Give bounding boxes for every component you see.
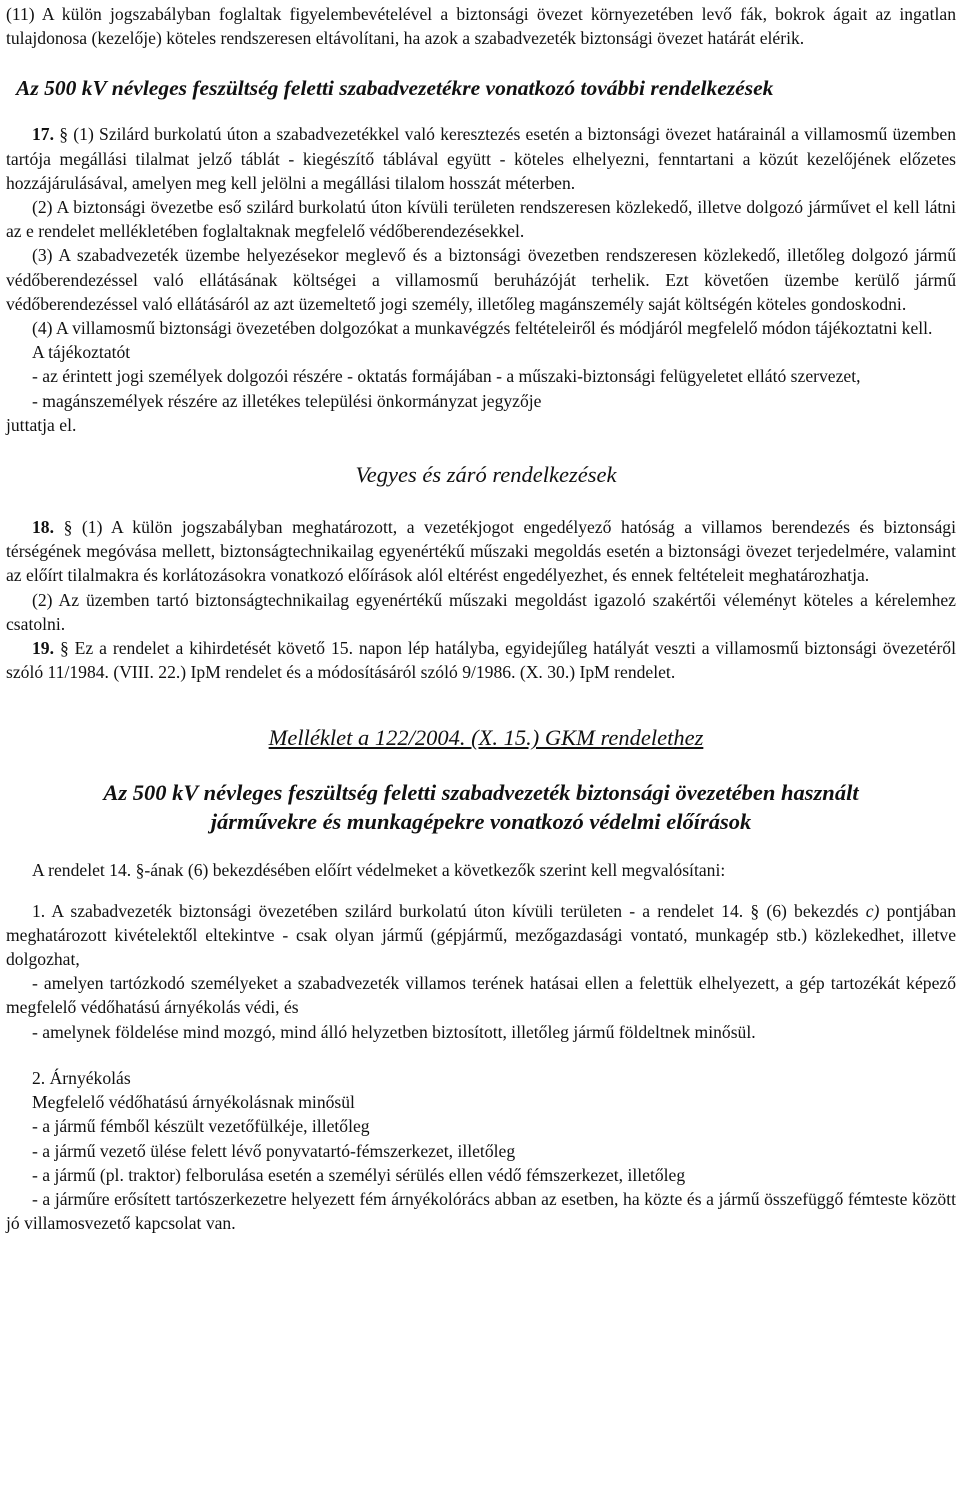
annex-intro: A rendelet 14. §-ának (6) bekezdésében előírt védelmeket a következők szerint kell megvalósítani:: [32, 860, 726, 881]
section-18-para-2: (2) Az üzemben tartó biztonságtechnikailag egyenértékű műszaki megoldást igazoló szakértői véleményt köteles a kérelemhez csatolni.: [6, 589, 956, 634]
section-17-para-1: 17. § (1) Szilárd burkolatú úton a szabadvezetékkel való keresztezés esetén a biztonsági övezet határainál a villamosmű üzemben tartója megállási tilalmat jelző táblát - kiegészítő táblával együtt - köteles elhelyezni, fenntartani a közút kezelőjének előzetes hozzájárulásával, amelyen meg kell jelölni a megállási tilalom hosszát méterben.: [6, 124, 956, 193]
section-17-para-3: (3) A szabadvezeték üzembe helyezésekor meglevő és a biztonsági övezetben rendszeresen közlekedő, illetőleg dolgozó jármű védőberendezéssel való ellátásának költségei a villamosmű beruházóját terhelik. Ezt követően üzembe kerülő jármű védőberendezéssel való ellátásáról az azt üzemeltető jogi személy, illetőleg magánszemély saját költségén köteles gondoskodni.: [6, 245, 956, 314]
annex-item-1-dash-1: - amelyen tartózkodó személyeket a szabadvezeték villamos terének hatásai ellen a felettük elhelyezett, a gép tartozékát képező megfelelő védőhatású árnyékolás védi, és: [6, 973, 956, 1018]
annex-item-1: 1. A szabadvezeték biztonsági övezetében szilárd burkolatú úton kívüli területen - a rendelet 14. § (6) bekezdés c) pontjában meghatározott kivételektől eltekintve - csak olyan jármű (gépjármű, mezőgazdasági vontató, munkagép stb.) közlekedhet, illetve dolgozhat,: [6, 900, 957, 970]
annex-item-2-line-4: - a járműre erősített tartószerkezetre helyezett fém árnyékolórács abban az esetben, ha közte és a jármű összefüggő fémteste között jó villamosvezető kapcsolat van.: [6, 1188, 956, 1234]
section-17-para-7: - magánszemélyek részére az illetékes települési önkormányzat jegyzője: [32, 390, 542, 411]
section-heading-500kv: Az 500 kV névleges feszültség feletti szabadvezetékre vonatkozó további rendelkezések: [16, 76, 774, 101]
paragraph-11: (11) A külön jogszabályban foglaltak figyelembevételével a biztonsági övezet környezetében levő fák, bokrok ágait az ingatlan tulajdonosa (kezelője) köteles rendszeresen eltávolítani, ha azok a szabadvezeték biztonsági övezet határát elérik.: [6, 4, 956, 49]
section-heading-closing: Vegyes és záró rendelkezések: [355, 462, 617, 488]
section-19-para-1: 19. § Ez a rendelet a kihirdetését követő 15. napon lép hatályba, egyidejűleg hatályát veszti a villamosmű biztonsági övezetéről szóló 11/1984. (VIII. 22.) IpM rendelet és a módosításáról szóló 9/1986. (X. 30.) IpM rendelet.: [6, 638, 956, 683]
section-19-number: 19.: [32, 638, 54, 659]
section-17-para-2: (2) A biztonsági övezetbe eső szilárd burkolatú úton kívüli területen rendszeresen közlekedő, illetve dolgozó járművet el kell látni az e rendelet mellékletében foglaltaknak megfelelő védőberendezésekkel.: [6, 197, 956, 242]
annex-item-1-dash-2: - amelynek földelése mind mozgó, mind álló helyzetben biztosított, illetőleg jármű földeltnek minősül.: [32, 1021, 756, 1042]
annex-item-2-title: 2. Árnyékolás: [32, 1067, 131, 1088]
section-17-para-6: - az érintett jogi személyek dolgozói részére - oktatás formájában - a műszaki-biztonsági felügyeletet ellátó szervezet,: [32, 366, 861, 387]
section-17-para-4: (4) A villamosmű biztonsági övezetében dolgozókat a munkavégzés feltételeiről és módjáról megfelelő módon tájékoztatni kell.: [32, 318, 933, 339]
annex-item-2-line-2: - a jármű vezető ülése felett lévő ponyvatartó-fémszerkezet, illetőleg: [32, 1140, 516, 1161]
section-17-number: 17.: [32, 124, 54, 145]
annex-item-2-intro: Megfelelő védőhatású árnyékolásnak minősül: [32, 1092, 355, 1113]
section-17-para-8: juttatja el.: [6, 414, 77, 435]
section-18-para-1: 18. § (1) A külön jogszabályban meghatározott, a vezetékjogot engedélyező hatóság a villamos berendezés és biztonsági térségének megóvása mellett, biztonságtechnikailag egyenértékű műszaki megoldás esetén a biztonsági övezet terjedelmére, valamint az előírt tilalmakra és korlátozásokra vonatkozó előírások alól eltérést engedélyezhet, és ennek feltételeit meghatározhatja.: [6, 517, 956, 586]
annex-item-2-line-1: - a jármű fémből készült vezetőfülkéje, illetőleg: [32, 1116, 370, 1137]
annex-subtitle-line-2: járművekre és munkagépekre vonatkozó védelmi előírások: [210, 809, 752, 835]
section-18-number: 18.: [32, 517, 54, 538]
annex-item-2-line-3: - a jármű (pl. traktor) felborulása esetén a személyi sérülés ellen védő fémszerkezet, illetőleg: [32, 1164, 686, 1185]
annex-title: Melléklet a 122/2004. (X. 15.) GKM rendelethez: [268, 725, 704, 751]
annex-subtitle-line-1: Az 500 kV névleges feszültség feletti szabadvezeték biztonsági övezetében használt: [103, 780, 859, 806]
section-17-para-5: A tájékoztatót: [32, 342, 131, 363]
document-page: [6, 2, 956, 1235]
